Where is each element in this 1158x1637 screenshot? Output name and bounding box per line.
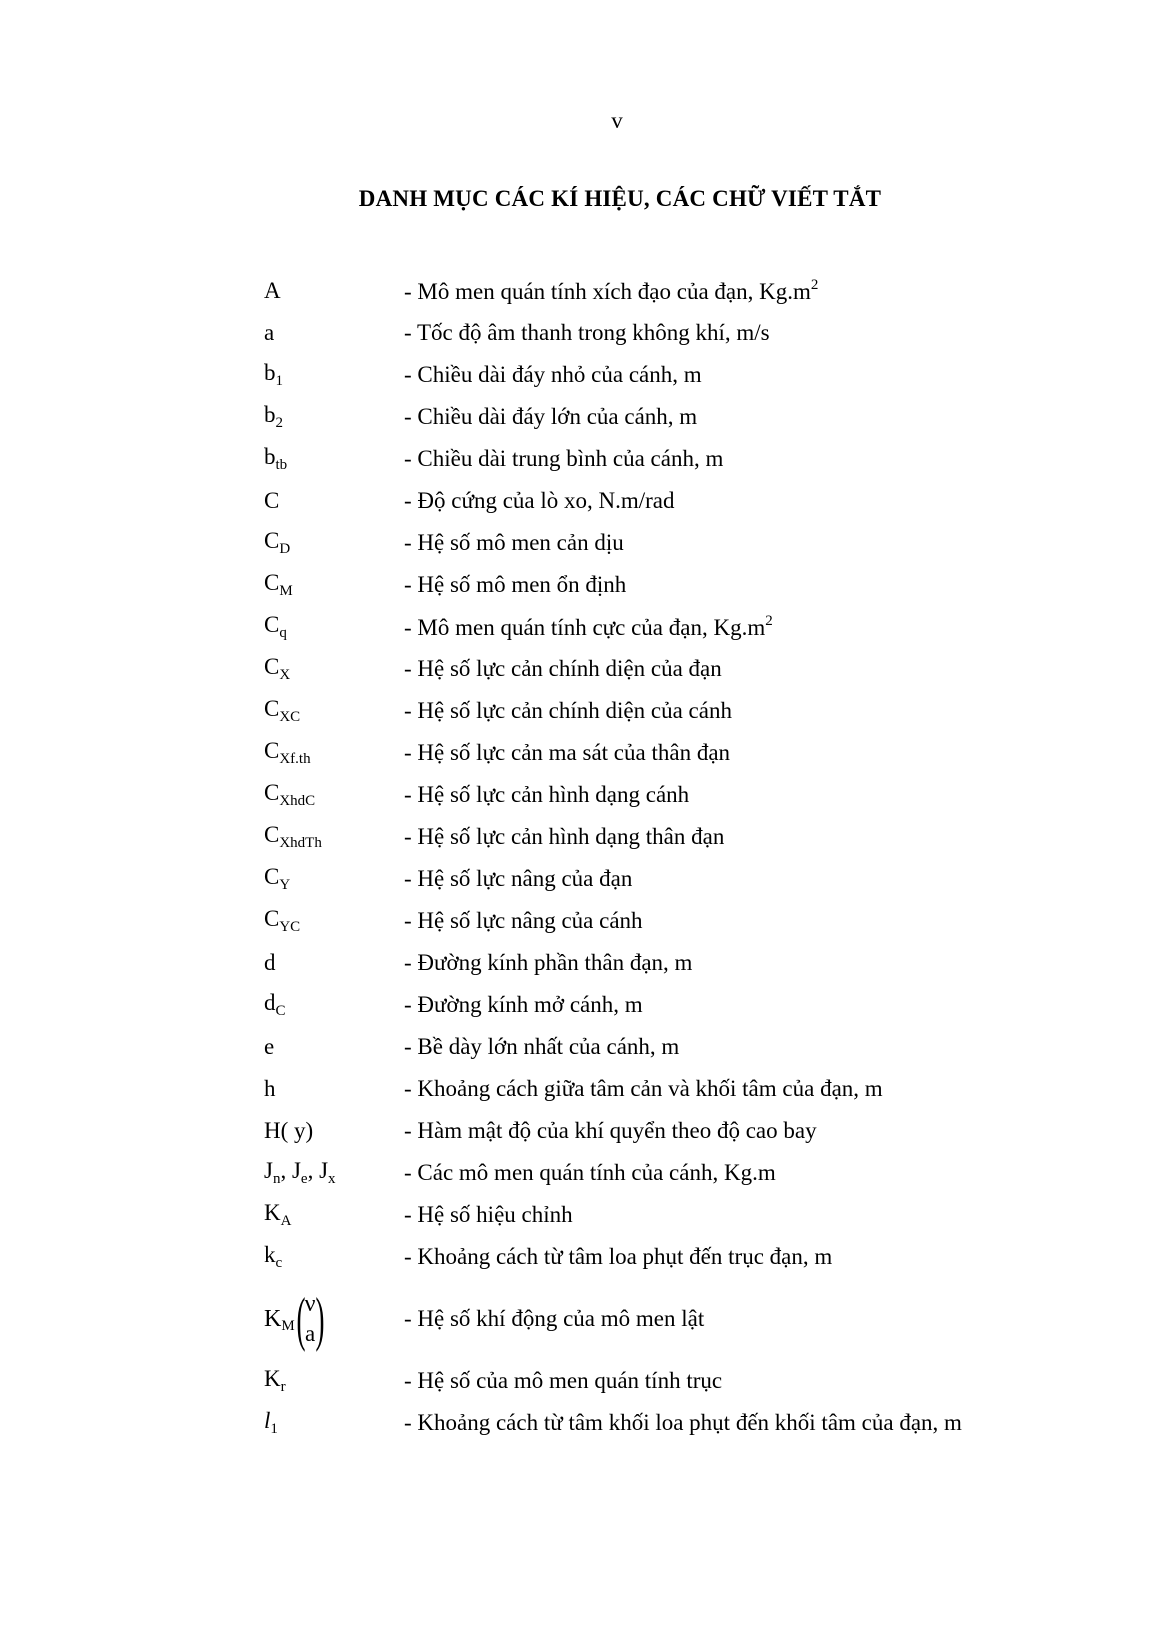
description: - Hệ số lực cản ma sát của thân đạn <box>404 740 731 765</box>
symbol: $k_c$ <box>264 1242 283 1271</box>
list-item <box>264 1026 1124 1068</box>
list-item <box>264 942 1124 984</box>
list-item <box>264 900 1124 942</box>
list-item <box>264 1152 1124 1194</box>
description: - Đường kính mở cánh, m <box>404 992 643 1017</box>
list-item <box>264 396 1124 438</box>
list-item <box>264 564 1124 606</box>
description: - Tốc độ âm thanh trong không khí, m/s <box>404 320 770 345</box>
list-item <box>264 1110 1124 1152</box>
list-item <box>264 648 1124 690</box>
list-item <box>264 774 1124 816</box>
list-item <box>264 480 1124 522</box>
list-item <box>264 270 1124 312</box>
symbol: $C_Y$ <box>264 864 291 893</box>
symbol: d <box>264 950 276 975</box>
description: - Mô men quán tính xích đạo của đạn, $Kg.m^2$ <box>404 277 819 304</box>
symbol: A <box>264 278 281 303</box>
left-paren: ( <box>296 1286 306 1352</box>
description: - Hệ số mô men ổn định <box>404 572 627 597</box>
description: - Hệ số hiệu chỉnh <box>404 1202 573 1227</box>
description: - Chiều dài trung bình của cánh, m <box>404 446 724 471</box>
description: - Đường kính phần thân đạn, m <box>404 950 693 975</box>
list-item <box>264 606 1124 648</box>
description: - Độ cứng của lò xo, N.m/rad <box>404 488 675 513</box>
symbol-list <box>264 270 1124 1444</box>
symbol: H( y) <box>264 1118 314 1143</box>
description: - Chiều dài đáy nhỏ của cánh, m <box>404 362 702 387</box>
symbol: $C_{XC}$ <box>264 696 301 725</box>
list-item <box>264 858 1124 900</box>
description: - Hệ số mô men cản dịu <box>404 530 624 555</box>
description: - Khoảng cách giữa tâm cản và khối tâm của đạn, m <box>404 1076 883 1101</box>
formula-km: K M ( ν a ) <box>264 1286 325 1352</box>
list-item <box>264 690 1124 732</box>
description: - Hệ số lực cản hình dạng cánh <box>404 782 690 807</box>
right-paren: ) <box>315 1286 325 1352</box>
symbol: $C_{YC}$ <box>264 906 301 935</box>
description: - Chiều dài đáy lớn của cánh, m <box>404 404 698 429</box>
symbol: $l_1$ <box>264 1408 278 1437</box>
symbol: $d_C$ <box>264 990 286 1019</box>
page-title: DANH MỤC CÁC KÍ HIỆU, CÁC CHỮ VIẾT TẮT <box>358 186 882 211</box>
fraction: ν a <box>304 1291 316 1346</box>
list-item <box>264 354 1124 396</box>
symbol: $C_{XhdC}$ <box>264 780 316 809</box>
description: - Khoảng cách từ tâm loa phụt đến trục đạn, m <box>404 1244 833 1269</box>
description: - Hệ số lực nâng của cánh <box>404 908 643 933</box>
symbol: $J_n$, $J_e$, $J_x$ <box>264 1158 336 1187</box>
symbol: $C_M$ <box>264 570 293 599</box>
symbol: $C_q$ <box>264 612 287 641</box>
list-item <box>264 1402 1124 1444</box>
symbol: $K_A$ <box>264 1200 292 1229</box>
symbol: C <box>264 488 280 513</box>
symbol: $C_D$ <box>264 528 291 557</box>
list-item <box>264 1360 1124 1402</box>
list-item <box>264 984 1124 1026</box>
list-item <box>264 312 1124 354</box>
description: - Hệ số lực cản hình dạng thân đạn <box>404 824 725 849</box>
symbol: $C_{Xf.th}$ <box>264 738 311 767</box>
list-item <box>264 816 1124 858</box>
description: - Mô men quán tính cực của đạn, $Kg.m^2$ <box>404 613 773 640</box>
symbol: $C_X$ <box>264 654 291 683</box>
symbol: $C_{XhdTh}$ <box>264 822 322 851</box>
description: - Hàm mật độ của khí quyển theo độ cao bay <box>404 1118 817 1143</box>
description: - Hệ số lực cản chính diện của đạn <box>404 656 722 681</box>
list-item <box>264 1068 1124 1110</box>
list-item <box>264 1194 1124 1236</box>
description: - Bề dày lớn nhất của cánh, m <box>404 1034 680 1059</box>
symbol <box>264 1282 404 1356</box>
list-item <box>264 522 1124 564</box>
symbol: $b_1$ <box>264 360 283 389</box>
list-item <box>264 438 1124 480</box>
symbol: a <box>264 320 275 345</box>
description: - Các mô men quán tính của cánh, Kg.m <box>404 1160 776 1185</box>
symbol: $K_r$ <box>264 1366 286 1395</box>
description: - Hệ số lực cản chính diện của cánh <box>404 698 732 723</box>
symbol: $b_{tb}$ <box>264 444 288 473</box>
symbol: e <box>264 1034 275 1059</box>
symbol: h <box>264 1076 276 1101</box>
page-number: v <box>611 108 623 133</box>
description: - Hệ số lực nâng của đạn <box>404 866 633 891</box>
description: - Hệ số của mô men quán tính trục <box>404 1368 723 1393</box>
description: - Hệ số khí động của mô men lật <box>404 1306 705 1331</box>
symbol: $b_2$ <box>264 402 283 431</box>
description: - Khoảng cách từ tâm khối loa phụt đến khối tâm của đạn, m <box>404 1410 962 1435</box>
list-item <box>264 1278 1124 1360</box>
list-item <box>264 732 1124 774</box>
list-item <box>264 1236 1124 1278</box>
